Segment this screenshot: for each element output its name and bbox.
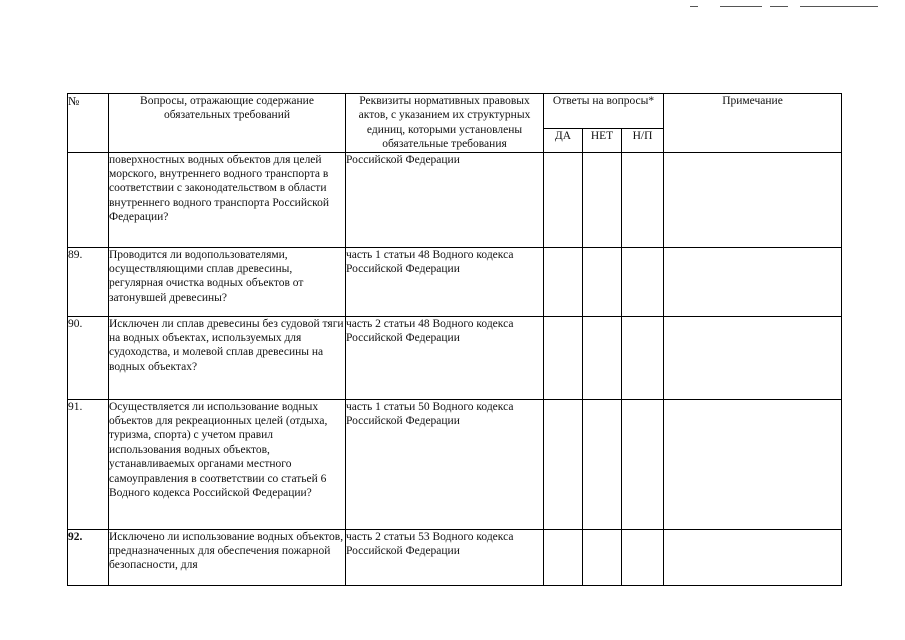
note-cell[interactable] xyxy=(664,399,842,529)
row-question: Осуществляется ли использование водных объектов для рекреационных целей (отдыха, туризма, спорта) с учетом правил использования водных объектов, устанавливаемых органами местного самоуправления в соответствии со статьей 6 Водного кодекса Российской Федерации? xyxy=(109,399,346,529)
row-reference: часть 1 статьи 48 Водного кодекса Российской Федерации xyxy=(346,247,544,316)
row-question: Исключен ли сплав древесины без судовой тяги на водных объектах, используемых для судоходства, и молевой сплав древесины на водных объектах? xyxy=(109,316,346,399)
header-answers: Ответы на вопросы* xyxy=(544,94,664,129)
note-cell[interactable] xyxy=(664,529,842,585)
checklist-table xyxy=(67,93,842,586)
header-na: Н/П xyxy=(622,129,664,152)
row-question: Исключено ли использование водных объектов, предназначенных для обеспечения пожарной безопасности, для xyxy=(109,529,346,585)
answer-na-cell[interactable] xyxy=(622,399,664,529)
answer-na-cell[interactable] xyxy=(622,152,664,247)
answer-yes-cell[interactable] xyxy=(544,529,583,585)
row-question: Проводится ли водопользователями, осуществляющими сплав древесины, регулярная очистка водных объектов от затонувшей древесины? xyxy=(109,247,346,316)
row-number: 92. xyxy=(68,529,109,585)
row-number: 90. xyxy=(68,316,109,399)
table-row xyxy=(68,152,842,247)
header-yes: ДА xyxy=(544,129,583,152)
answer-yes-cell[interactable] xyxy=(544,152,583,247)
scan-artifact-lines xyxy=(690,4,880,10)
answer-yes-cell[interactable] xyxy=(544,399,583,529)
row-reference: Российской Федерации xyxy=(346,152,544,247)
answer-na-cell[interactable] xyxy=(622,247,664,316)
row-question: поверхностных водных объектов для целей морского, внутреннего водного транспорта в соответствии с законодательством в области внутреннего водного транспорта Российской Федерации? xyxy=(109,152,346,247)
answer-yes-cell[interactable] xyxy=(544,316,583,399)
note-cell[interactable] xyxy=(664,152,842,247)
table-row xyxy=(68,316,842,399)
row-number xyxy=(68,152,109,247)
answer-na-cell[interactable] xyxy=(622,529,664,585)
row-reference: часть 2 статьи 53 Водного кодекса Российской Федерации xyxy=(346,529,544,585)
row-number: 89. xyxy=(68,247,109,316)
row-number: 91. xyxy=(68,399,109,529)
header-no: НЕТ xyxy=(583,129,622,152)
note-cell[interactable] xyxy=(664,247,842,316)
header-number: № xyxy=(68,94,109,153)
table-row xyxy=(68,399,842,529)
header-requirements: Реквизиты нормативных правовых актов, с указанием их структурных единиц, которыми установлены обязательные требования xyxy=(346,94,544,153)
answer-na-cell[interactable] xyxy=(622,316,664,399)
table-row xyxy=(68,529,842,585)
answer-no-cell[interactable] xyxy=(583,247,622,316)
answer-no-cell[interactable] xyxy=(583,152,622,247)
answer-no-cell[interactable] xyxy=(583,316,622,399)
header-questions: Вопросы, отражающие содержание обязательных требований xyxy=(109,94,346,153)
header-row xyxy=(68,94,842,129)
answer-no-cell[interactable] xyxy=(583,529,622,585)
row-reference: часть 1 статьи 50 Водного кодекса Российской Федерации xyxy=(346,399,544,529)
answer-no-cell[interactable] xyxy=(583,399,622,529)
row-reference: часть 2 статьи 48 Водного кодекса Российской Федерации xyxy=(346,316,544,399)
answer-yes-cell[interactable] xyxy=(544,247,583,316)
table-row xyxy=(68,247,842,316)
note-cell[interactable] xyxy=(664,316,842,399)
header-note: Примечание xyxy=(664,94,842,153)
